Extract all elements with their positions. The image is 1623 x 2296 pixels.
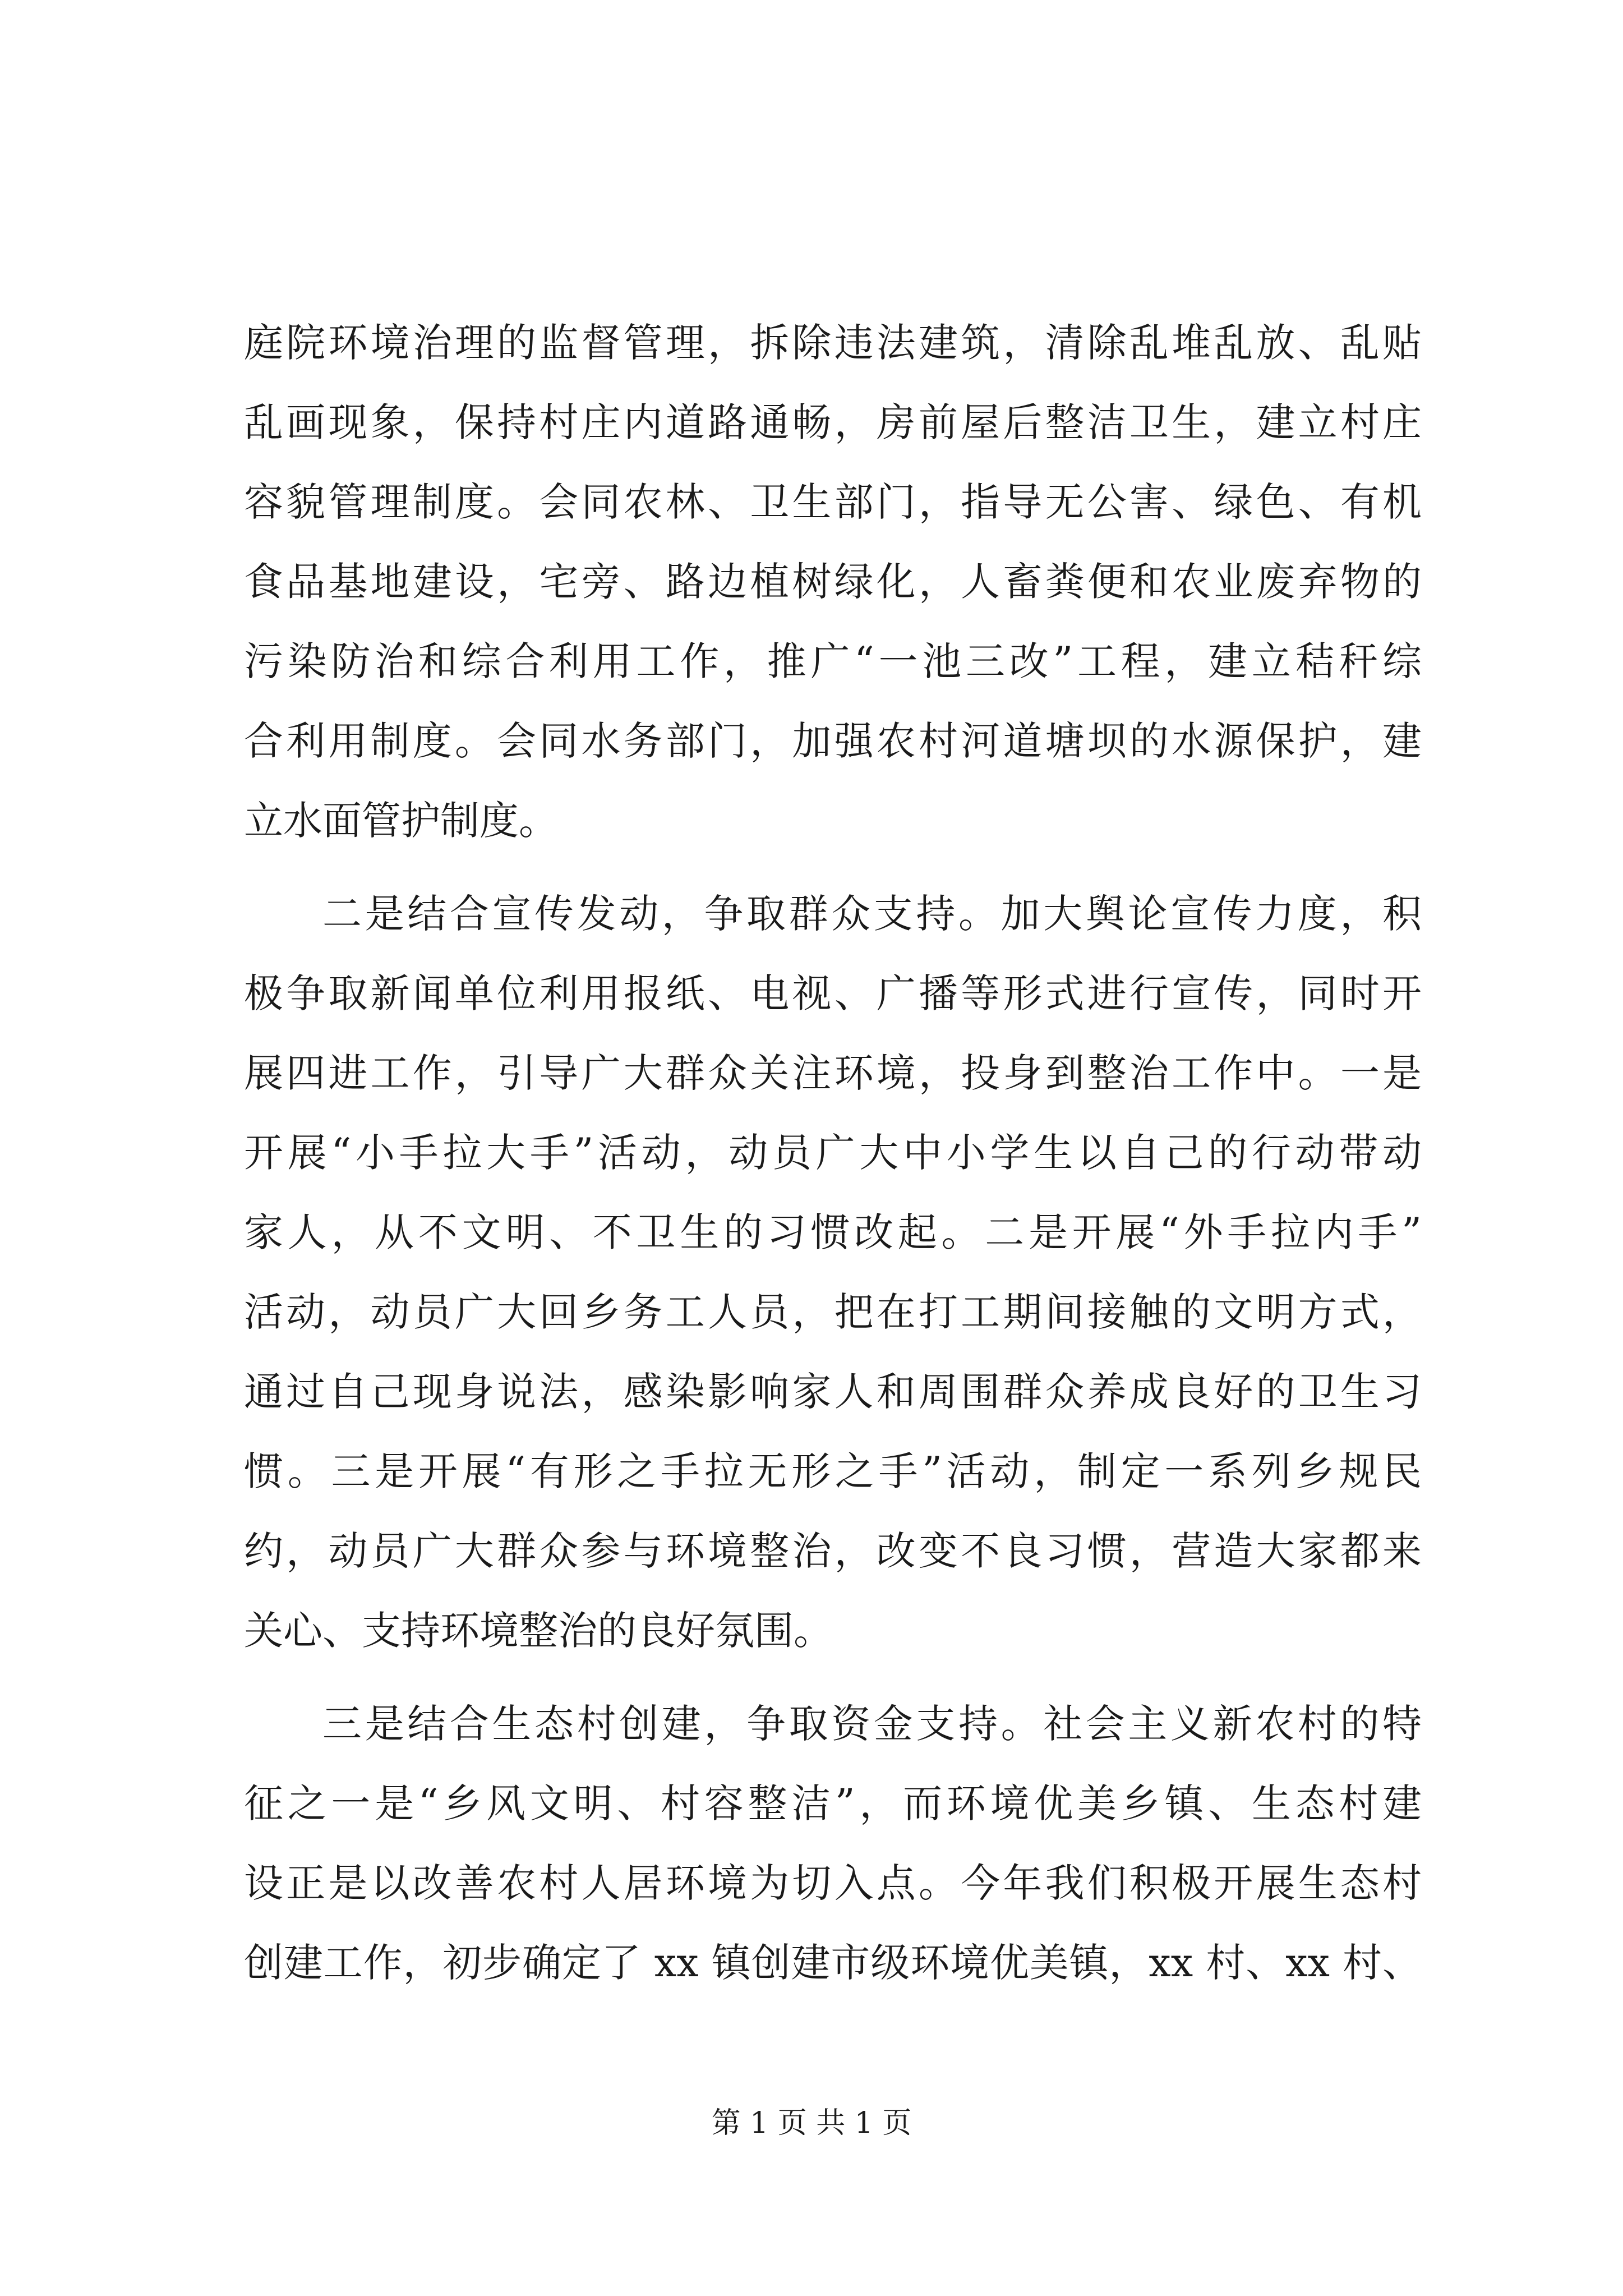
text-line: 征之一是“乡风文明、村容整洁”，而环境优美乡镇、生态村建 xyxy=(244,1780,1422,1826)
text-line: 极争取新闻单位利用报纸、电视、广播等形式进行宣传，同时开 xyxy=(244,970,1422,1016)
text-line: 约，动员广大群众参与环境整治，改变不良习惯，营造大家都来 xyxy=(244,1528,1422,1574)
text-line: 设正是以改善农村人居环境为切入点。今年我们积极开展生态村 xyxy=(244,1860,1422,1906)
text-line: 三是结合生态村创建，争取资金支持。社会主义新农村的特 xyxy=(322,1701,1422,1747)
text-line: 二是结合宣传发动，争取群众支持。加大舆论宣传力度，积 xyxy=(322,891,1422,937)
paragraph xyxy=(244,303,1422,861)
text-line: 关心、支持环境整治的良好氛围。 xyxy=(244,1608,833,1654)
text-line: 惯。三是开展“有形之手拉无形之手”活动，制定一系列乡规民 xyxy=(244,1448,1422,1494)
document-body xyxy=(244,303,1422,2003)
text-line: 开展“小手拉大手”活动，动员广大中小学生以自己的行动带动 xyxy=(244,1130,1422,1176)
text-line: 食品基地建设，宅旁、路边植树绿化，人畜粪便和农业废弃物的 xyxy=(244,559,1422,605)
page-footer: 第 1 页 共 1 页 xyxy=(711,2106,912,2140)
text-line: 合利用制度。会同水务部门，加强农村河道塘坝的水源保护，建 xyxy=(244,718,1422,764)
text-line: 庭院环境治理的监督管理，拆除违法建筑，清除乱堆乱放、乱贴 xyxy=(244,320,1422,366)
text-line: 污染防治和综合利用工作，推广“一池三改”工程，建立秸秆综 xyxy=(244,638,1422,684)
text-line: 通过自己现身说法，感染影响家人和周围群众养成良好的卫生习 xyxy=(244,1369,1422,1415)
paragraph xyxy=(244,874,1422,1671)
text-line: 创建工作，初步确定了 xx 镇创建市级环境优美镇，xx 村、xx 村、 xyxy=(244,1940,1422,1986)
text-line: 乱画现象，保持村庄内道路通畅，房前屋后整洁卫生，建立村庄 xyxy=(244,399,1422,445)
paragraph-gap xyxy=(244,861,1422,874)
text-line: 立水面管护制度。 xyxy=(244,798,558,844)
text-line: 展四进工作，引导广大群众关注环境，投身到整治工作中。一是 xyxy=(244,1050,1422,1096)
paragraph-gap xyxy=(244,1671,1422,1684)
text-line: 家人，从不文明、不卫生的习惯改起。二是开展“外手拉内手” xyxy=(244,1209,1422,1255)
text-line: 容貌管理制度。会同农林、卫生部门，指导无公害、绿色、有机 xyxy=(244,479,1422,525)
paragraph xyxy=(244,1684,1422,2003)
text-line: 活动，动员广大回乡务工人员，把在打工期间接触的文明方式， xyxy=(244,1289,1422,1335)
